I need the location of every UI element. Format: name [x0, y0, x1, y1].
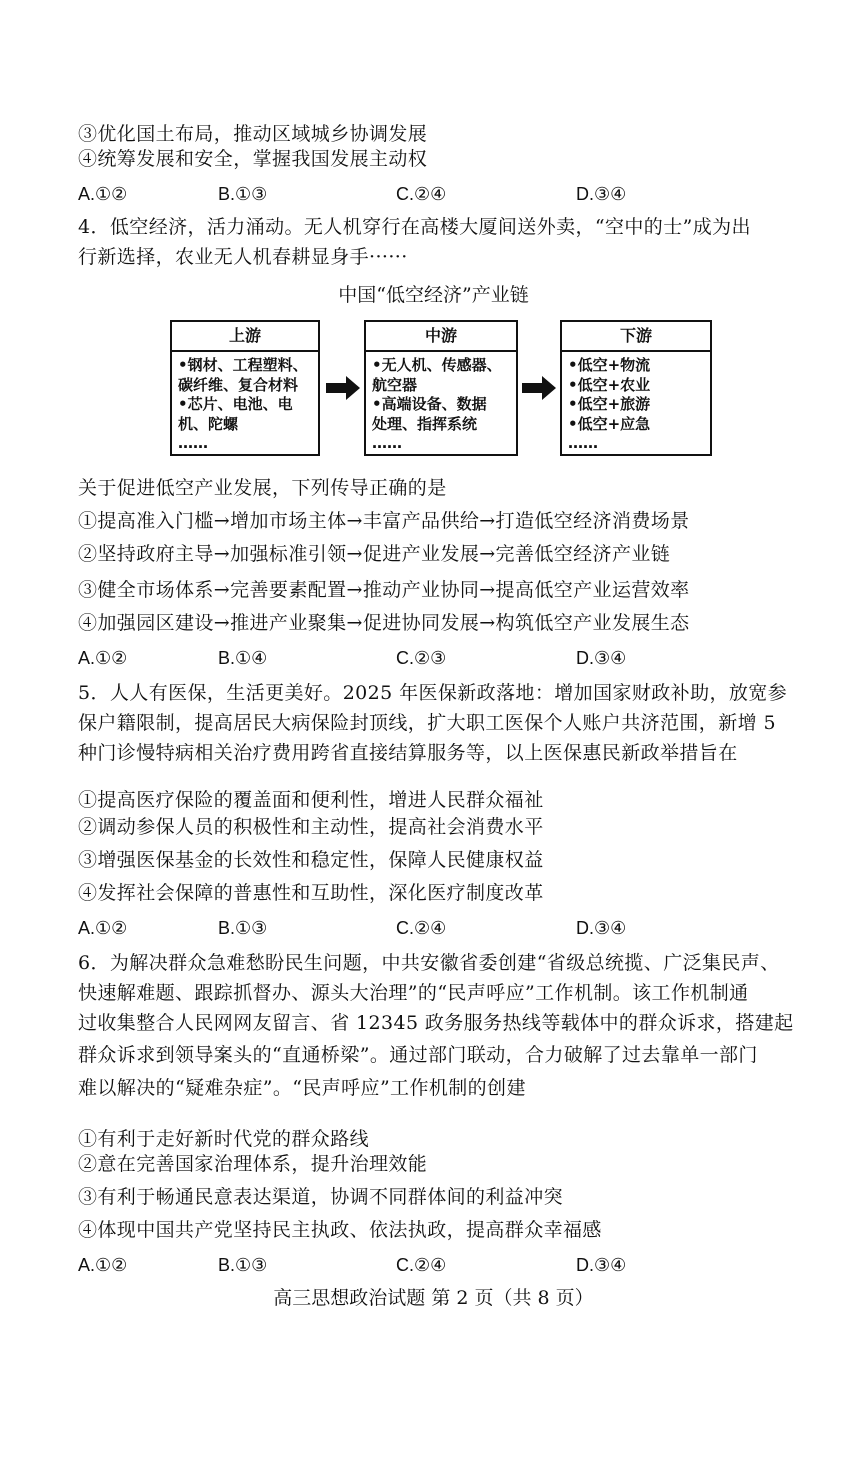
q5-stem-line-1: 5．人人有医保，生活更美好。2025 年医保新政落地：增加国家财政补助，放宽参	[78, 682, 788, 704]
q6-option-c: C.②④	[396, 1255, 447, 1275]
upstream-title: 上游	[172, 322, 318, 352]
upstream-box	[170, 320, 320, 456]
downstream-line: •低空+旅游	[568, 395, 651, 413]
q4-item-1: ①提高准入门槛→增加市场主体→丰富产品供给→打造低空经济消费场景	[78, 510, 690, 532]
q3-option-a: A.①②	[78, 184, 128, 204]
q5-item-2: ②调动参保人员的积极性和主动性，提高社会消费水平	[78, 816, 544, 838]
q6-stem-line-3: 过收集整合人民网网友留言、省 12345 政务服务热线等载体中的群众诉求，搭建起	[78, 1012, 794, 1034]
q5-option-c: C.②④	[396, 918, 447, 938]
q5-item-1: ①提高医疗保险的覆盖面和便利性，增进人民群众福祉	[78, 789, 544, 811]
q4-stem-line-2: 行新选择，农业无人机春耕显身手······	[78, 246, 408, 268]
q5-item-3: ③增强医保基金的长效性和稳定性，保障人民健康权益	[78, 849, 544, 871]
q3-option-d: D.③④	[576, 184, 627, 204]
q4-option-b: B.①④	[218, 648, 268, 668]
q6-item-3: ③有利于畅通民意表达渠道，协调不同群体间的利益冲突	[78, 1186, 564, 1208]
q6-option-d: D.③④	[576, 1255, 627, 1275]
q5-option-d: D.③④	[576, 918, 627, 938]
q5-stem-line-2: 保户籍限制，提高居民大病保险封顶线，扩大职工医保个人账户共济范围，新增 5	[78, 712, 776, 734]
midstream-line: 处理、指挥系统	[372, 414, 478, 433]
q4-question: 关于促进低空产业发展，下列传导正确的是	[78, 477, 447, 499]
q4-option-c: C.②③	[396, 648, 447, 668]
q3-item-4: ④统筹发展和安全，掌握我国发展主动权	[78, 148, 428, 170]
downstream-line: •低空+农业	[568, 375, 651, 394]
midstream-line: ……	[372, 434, 402, 452]
midstream-line: •无人机、传感器、	[372, 356, 502, 374]
q5-option-a: A.①②	[78, 918, 128, 938]
downstream-line: •低空+应急	[568, 414, 651, 433]
q6-stem-line-5: 难以解决的“疑难杂症”。“民声呼应”工作机制的创建	[78, 1077, 526, 1099]
midstream-line: 航空器	[372, 375, 418, 394]
q6-stem-line-1: 6．为解决群众急难愁盼民生问题，中共安徽省委创建“省级总统揽、广泛集民声、	[78, 952, 780, 974]
page-footer: 高三思想政治试题 第 2 页（共 8 页）	[273, 1287, 594, 1309]
midstream-title: 中游	[366, 322, 516, 352]
q6-item-4: ④体现中国共产党坚持民主执政、依法执政，提高群众幸福感	[78, 1219, 602, 1241]
chart-title: 中国“低空经济”产业链	[338, 284, 529, 306]
downstream-box	[560, 320, 712, 456]
upstream-line: ……	[178, 434, 208, 452]
q4-option-a: A.①②	[78, 648, 128, 668]
upstream-line: 碳纤维、复合材料	[178, 375, 299, 394]
q3-option-b: B.①③	[218, 184, 268, 204]
upstream-line: 机、陀螺	[178, 414, 239, 433]
q6-option-a: A.①②	[78, 1255, 128, 1275]
q3-item-3: ③优化国土布局，推动区域城乡协调发展	[78, 123, 428, 145]
arrow-right-icon	[326, 376, 360, 400]
q6-stem-line-4: 群众诉求到领导案头的“直通桥梁”。通过部门联动，合力破解了过去靠单一部门	[78, 1044, 758, 1066]
q5-item-4: ④发挥社会保障的普惠性和互助性，深化医疗制度改革	[78, 882, 544, 904]
downstream-title: 下游	[562, 322, 710, 352]
q4-option-d: D.③④	[576, 648, 627, 668]
q4-stem-line-1: 4．低空经济，活力涌动。无人机穿行在高楼大厦间送外卖，“空中的士”成为出	[78, 216, 751, 238]
q6-item-2: ②意在完善国家治理体系，提升治理效能	[78, 1153, 428, 1175]
q6-item-1: ①有利于走好新时代党的群众路线	[78, 1128, 370, 1150]
q6-option-b: B.①③	[218, 1255, 268, 1275]
q4-item-4: ④加强园区建设→推进产业聚集→促进协同发展→构筑低空产业发展生态	[78, 612, 690, 634]
q4-item-2: ②坚持政府主导→加强标准引领→促进产业发展→完善低空经济产业链	[78, 543, 671, 565]
upstream-line: •钢材、工程塑料、	[178, 356, 308, 374]
q3-option-c: C.②④	[396, 184, 447, 204]
midstream-box	[364, 320, 518, 456]
q6-stem-line-2: 快速解难题、跟踪抓督办、源头大治理”的“民声呼应”工作机制。该工作机制通	[78, 982, 749, 1004]
downstream-line: ……	[568, 434, 598, 452]
q5-option-b: B.①③	[218, 918, 268, 938]
upstream-line: •芯片、电池、电	[178, 395, 293, 413]
midstream-line: •高端设备、数据	[372, 395, 487, 413]
q5-stem-line-3: 种门诊慢特病相关治疗费用跨省直接结算服务等，以上医保惠民新政举措旨在	[78, 742, 738, 764]
downstream-line: •低空+物流	[568, 356, 651, 374]
arrow-right-icon	[522, 376, 556, 400]
q4-item-3: ③健全市场体系→完善要素配置→推动产业协同→提高低空产业运营效率	[78, 579, 690, 601]
